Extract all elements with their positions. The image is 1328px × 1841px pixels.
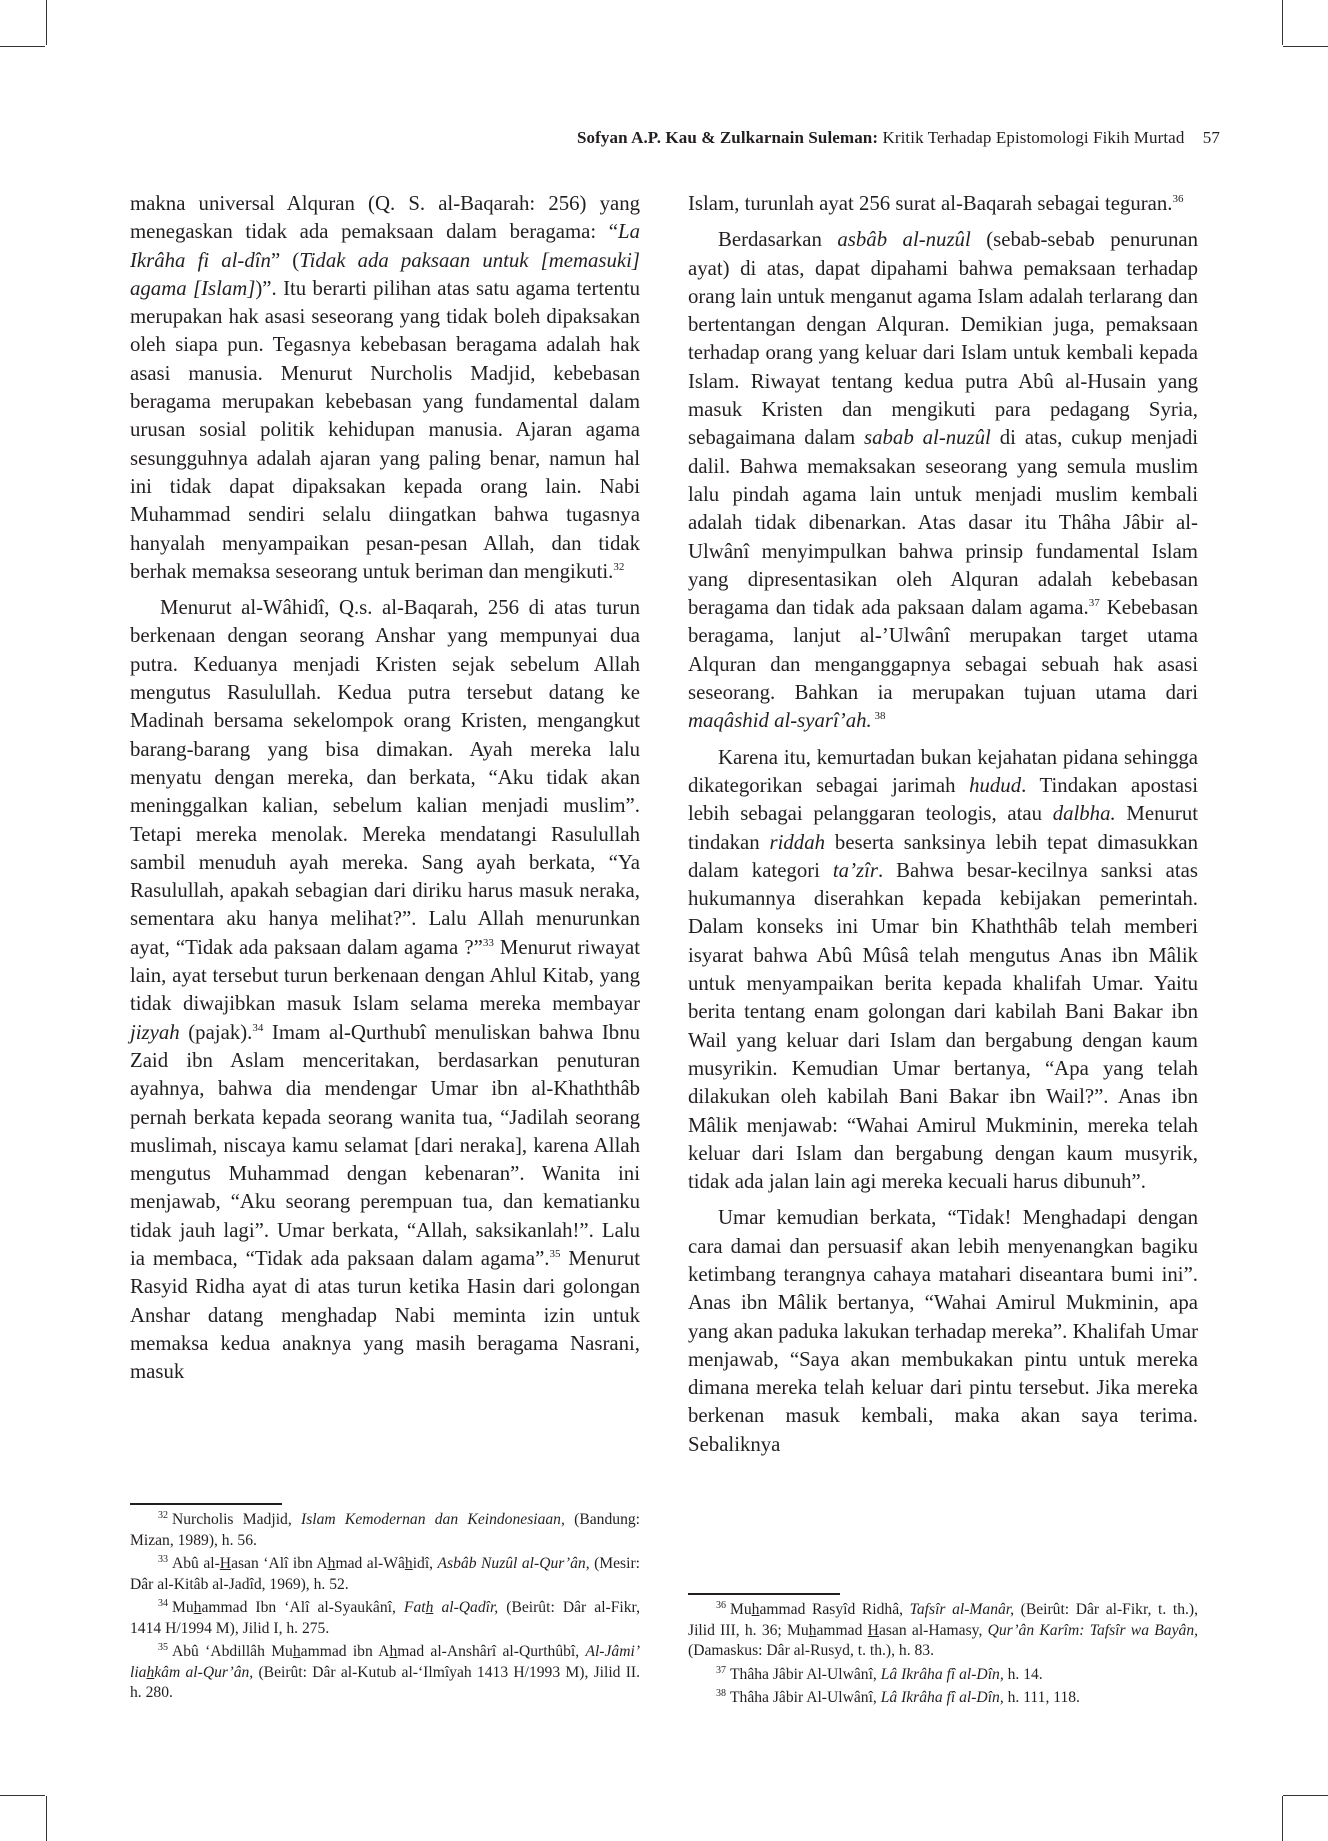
text-run: ” ( <box>270 248 300 272</box>
underlined-run: h <box>327 1555 336 1572</box>
italic-run: ta’zîr <box>832 858 878 882</box>
footnote-number: 33 <box>158 1554 168 1565</box>
footnote-ref: 33 <box>482 936 494 949</box>
text-run: h. 111, 118. <box>1003 1689 1080 1706</box>
text-run: Thâha Jâbir Al-Ulwânî, <box>730 1689 881 1706</box>
crop-mark <box>46 0 47 45</box>
text-run: Abû al- <box>172 1555 220 1572</box>
underlined-run: h <box>193 1599 202 1616</box>
text-run: di atas, cukup menjadi dalil. Bahwa memaksakan seseorang yang semula muslim lalu pindah agama lain untuk menjadi muslim kembali adalah tidak dibenarkan. Atas dasar itu Thâha Jâbir al-Ulwânî menyimpulkan bahwa prinsip fundamental Islam yang dipresentasikan oleh Alquran adalah kebebasan beragama dan tidak ada paksaan dalam agama. <box>688 426 1199 620</box>
footnote <box>130 1554 640 1595</box>
text-run: beserta sanksinya lebih tepat dimasukkan dalam kategori <box>688 830 1198 882</box>
italic-run: La Ikrâha fi al-dîn <box>130 220 640 272</box>
text-run: Nurcholis Madjid, <box>172 1511 301 1528</box>
text-run: (sebab-sebab penurunan ayat) di atas, dapat dipahami bahwa pemaksaan terhadap orang lain untuk menganut agama Islam adalah terlarang dan bertentangan dengan Alquran. Demikian juga, pemaksaan terhadap orang yang keluar dari Islam untuk kembali kepada Islam. Riwayat tentang kedua putra Abû al-Husain yang masuk Kristen dan mengikuti para pedagang Syria, sebagaimana dalam <box>688 228 1198 450</box>
text-run: Mu <box>730 1601 752 1618</box>
footnote <box>130 1510 640 1551</box>
italic-run: Lâ Ikrâha fî al-Dîn, <box>880 1665 1004 1683</box>
italic-run: dalbha. <box>1052 802 1116 826</box>
text-run: ammad Rasyîd Ridhâ, <box>759 1601 910 1618</box>
footnote-ref: 32 <box>613 560 625 573</box>
italic-run: riddah <box>769 830 825 854</box>
text-run: )”. Itu berarti pilihan atas satu agama tertentu merupakan hak asasi seseorang yang tidak boleh dipaksakan oleh siapa pun. Tegasnya kebebasan beragama adalah hak asasi manusia. Menurut Nurcholis Madjid, kebebasan beragama merupakan kebebasan yang fundamental dalam urusan sosial politik kehidupan manusia. Ajaran agama sesungguhnya adalah ajaran yang paling benar, namun hal ini tidak dapat dipaksakan kepada orang lain. Nabi Muhammad sendiri selalu diingatkan bahwa tugasnya hanyalah menyampaikan pesan-pesan Allah, dan tidak berhak memaksa seseorang untuk beriman dan mengikuti. <box>130 276 640 583</box>
footnotes-right <box>688 1600 1198 1712</box>
right-column <box>688 190 1198 1459</box>
footnote-ref: 37 <box>1088 597 1100 610</box>
footnote-ref: 38 <box>871 710 886 723</box>
italic-run: Al-Jâmi’ lia <box>130 1643 641 1681</box>
footnote-number: 37 <box>716 1664 726 1676</box>
text-run: idî, <box>412 1555 438 1572</box>
crop-mark <box>0 1795 45 1796</box>
footnote-rule <box>130 1503 282 1505</box>
footnote-ref: 36 <box>1172 193 1184 205</box>
text-run: . Bahwa besar-kecilnya sanksi atas hukumannya diserahkan kepada kebijakan pemerintah. Dalam konseks ini Umar bin Khaththâb telah memberi isyarat bahwa Abû Mûsâ telah mengutus Anas ibn Mâlik untuk menyampaikan berita kepada khalifah Umar. Yaitu berita tentang enam golongan dari kabilah Bani Bakar ibn Wail yang keluar dari Islam dan bergabung dengan kaum musyrikin. Kemudian Umar bertanya, “Apa yang telah dilakukan oleh kabilah Bani Bakar ibn Wail?”. Anas ibn Mâlik menjawab: “Wahai Amirul Mukminin, mereka telah keluar dari Islam dan bergabung dengan kaum musyrik, tidak ada jalan lain agi mereka kecuali harus dibunuh”. <box>688 858 1198 1194</box>
text-run: Menurut Rasyid Ridha ayat di atas turun ketika Hasin dari golongan Anshar datang menghadap Nabi meminta izin untuk memaksa kedua anaknya yang masih beragama Nasrani, masuk <box>130 1246 640 1384</box>
footnote <box>688 1665 1198 1686</box>
text-run: Umar kemudian berkata, “Tidak! Menghadapi dengan cara damai dan persuasif akan lebih menyenangkan bagiku ketimbang terangnya cahaya matahari diseantara bumi ini”. Anas ibn Mâlik bertanya, “Wahai Amirul Mukminin, apa yang akan paduka lakukan terhadap mereka”. Khalifah Umar menjawab, “Saya akan membukakan pintu untuk mereka dimana mereka telah keluar dari pintu tersebut. Jika mereka berkenan masuk kembali, maka akan saya terima. Sebaliknya <box>688 1206 1198 1456</box>
italic-run: kâm al-Qur’ân, <box>154 1663 254 1681</box>
crop-mark <box>1282 1796 1283 1841</box>
italic-run: al-Qadîr, <box>433 1599 499 1616</box>
text-run: . Tindakan apostasi lebih sebagai pelanggaran teologis, atau <box>688 773 1198 826</box>
underlined-run: h <box>292 1643 301 1660</box>
text-run: ammad <box>816 1621 868 1639</box>
footnote-number: 32 <box>158 1510 168 1521</box>
text-run: Kebebasan beragama, lanjut al-’Ulwânî merupakan target utama Alquran dan menganggapnya sebagai sebuah hak asasi seseorang. Bahkan ia merupakan tujuan utama dari <box>688 596 1198 705</box>
paragraph <box>688 190 1198 218</box>
text-run: Menurut tindakan <box>688 802 1198 854</box>
page-number: 57 <box>1202 128 1220 147</box>
paragraph <box>688 744 1198 1197</box>
italic-run: Tafsîr al-Manâr, <box>909 1601 1015 1618</box>
text-run: Mu <box>172 1599 194 1616</box>
text-run: Menurut al-Wâhidî, Q.s. al-Baqarah, 256 di atas turun berkenaan dengan seorang Anshar yang mempunyai dua putra. Keduanya menjadi Kristen sejak sebelum Allah mengutus Rasulullah. Kedua putra tersebut datang ke Madinah bersama sekelompok orang Kristen, mengangkut barang-barang yang bisa dimakan. Ayah mereka lalu menyatu dengan mereka, dan berkata, “Aku tidak akan meninggalkan kalian, sebelum kalian menjadi muslim”. Tetapi mereka menolak. Mereka mendatangi Rasulullah sambil menuduh ayah mereka. Sang ayah berkata, “Ya Rasulullah, apakah sebagian dari diriku harus masuk neraka, sementara aku hanya melihat?”. Lalu Allah menurunkan ayat, “Tidak ada paksaan dalam agama ?” <box>130 596 640 959</box>
text-run: makna universal Alquran (Q. S. al-Baqarah: 256) yang menegaskan tidak ada pemaksaan dalam beragama: “ <box>130 192 640 244</box>
italic-run: maqâshid al-syarî’ah. <box>688 709 872 733</box>
crop-mark <box>46 1796 47 1841</box>
italic-run: Qur’ân Karîm: Tafsîr wa Bayân, <box>987 1621 1199 1639</box>
crop-mark <box>1283 1795 1328 1796</box>
text-run: asan al-Hamasy, <box>878 1621 988 1639</box>
crop-mark <box>1282 0 1283 45</box>
text-run: Thâha Jâbir Al-Ulwânî, <box>730 1665 881 1683</box>
footnote-number: 34 <box>158 1598 168 1609</box>
text-run: mad al-Wâ <box>335 1555 405 1572</box>
running-head <box>577 128 1220 148</box>
italic-underlined-run: h <box>425 1599 434 1616</box>
italic-underlined-run: h <box>146 1663 155 1681</box>
paragraph <box>130 594 640 1386</box>
crop-mark <box>1283 46 1328 47</box>
italic-run: Fat <box>403 1599 426 1616</box>
italic-run: hudud <box>969 773 1022 797</box>
italic-run: Islam Kemodernan dan Keindonesiaan, <box>301 1511 565 1528</box>
text-run: (Beirût: Dâr al-Fikr, 1414 H/1994 M), Jilid I, h. 275. <box>130 1599 640 1637</box>
text-run: asan ‘Alî ibn A <box>231 1555 328 1572</box>
footnote-number: 38 <box>716 1688 726 1699</box>
footnote-rule <box>688 1593 840 1595</box>
italic-run: Asbâb Nuzûl al-Qur’ân, <box>437 1555 590 1572</box>
italic-run: asbâb al-nuzûl <box>837 228 971 252</box>
footnote-number: 36 <box>716 1600 726 1611</box>
paragraph <box>130 190 640 586</box>
text-run: (Mesir: Dâr al-Kitâb al-Jadîd, 1969), h. 52. <box>130 1555 640 1593</box>
underlined-run: H <box>867 1621 879 1639</box>
text-run: ammad Ibn ‘Alî al-Syaukânî, <box>201 1599 404 1616</box>
text-run: h. 14. <box>1003 1665 1043 1683</box>
underlined-run: h <box>389 1643 398 1660</box>
header-authors: Sofyan A.P. Kau & Zulkarnain Suleman: <box>576 128 879 147</box>
underlined-run: h <box>751 1601 760 1618</box>
text-run: (Beirût: Dâr al-Kutub al-‘Ilmîyah 1413 H/1993 M), Jilid II. h. 280. <box>130 1663 641 1701</box>
footnote <box>688 1688 1198 1709</box>
text-run: Menurut riwayat lain, ayat tersebut turun berkenaan dengan Ahlul Kitab, yang tidak diwajibkan masuk Islam selama mereka membayar <box>130 935 640 1016</box>
footnote-ref: 35 <box>549 1247 561 1260</box>
italic-run: Tidak ada paksaan untuk [memasuki] agama [Islam] <box>130 248 641 300</box>
italic-run: sabab al-nuzûl <box>864 426 991 450</box>
text-run: (Beirût: Dâr al-Fikr, t. th.), Jilid III, h. 36; Mu <box>688 1601 1198 1639</box>
paragraph <box>688 226 1198 735</box>
text-run: Karena itu, kemurtadan bukan kejahatan pidana sehingga dikategorikan sebagai jarimah <box>688 745 1198 797</box>
text-run: Abû ‘Abdillâh Mu <box>172 1643 293 1660</box>
footnote <box>130 1642 640 1704</box>
italic-run: Lâ Ikrâha fî al-Dîn, <box>880 1689 1004 1706</box>
footnote <box>688 1600 1198 1662</box>
italic-run: jizyah <box>130 1020 180 1044</box>
text-run: Islam, turunlah ayat 256 surat al-Baqarah sebagai teguran. <box>688 192 1173 215</box>
footnote-ref: 34 <box>252 1021 264 1034</box>
footnotes-left <box>130 1510 640 1707</box>
text-run: Imam al-Qurthubî menuliskan bahwa Ibnu Zaid ibn Aslam menceritakan, berdasarkan penuturan ayahnya, bahwa dia mendengar Umar ibn al-Khaththâb pernah berkata kepada seorang wanita tua, “Jadilah seorang muslimah, niscaya kamu selamat [dari neraka], karena Allah mengutus Muhammad dengan kebenaran”. Wanita ini menjawab, “Aku seorang perempuan tua, dan kematianku tidak jauh lagi”. Umar berkata, “Allah, saksikanlah!”. Lalu ia membaca, “Tidak ada paksaan dalam agama”. <box>130 1020 640 1270</box>
left-column <box>130 190 640 1386</box>
paragraph <box>688 1204 1198 1459</box>
text-run: ammad ibn A <box>300 1643 390 1660</box>
underlined-run: H <box>219 1555 232 1572</box>
underlined-run: h <box>404 1555 413 1572</box>
footnote <box>130 1598 640 1639</box>
header-title: Kritik Terhadap Epistomologi Fikih Murtad <box>882 128 1185 147</box>
text-run: (pajak). <box>179 1020 253 1044</box>
text-run: (Damaskus: Dâr al-Rusyd, t. th.), h. 83. <box>688 1642 934 1659</box>
footnote-number: 35 <box>158 1642 168 1653</box>
text-run: Berdasarkan <box>718 228 838 252</box>
underlined-run: h <box>808 1621 817 1639</box>
crop-mark <box>0 46 45 47</box>
text-run: (Bandung: Mizan, 1989), h. 56. <box>130 1511 640 1549</box>
text-run: mad al-Anshârî al-Qurthûbî, <box>397 1643 586 1660</box>
